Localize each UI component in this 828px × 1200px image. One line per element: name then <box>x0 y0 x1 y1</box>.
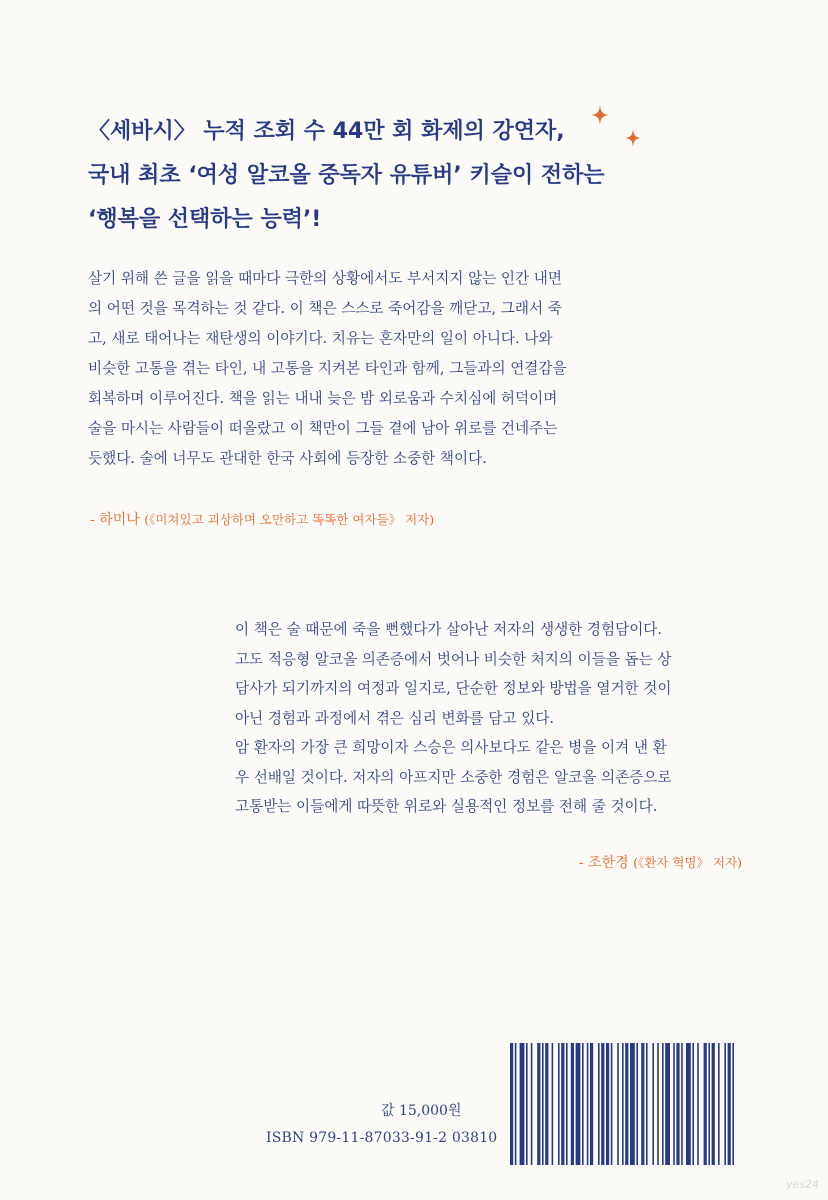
barcode-bar <box>561 1043 564 1165</box>
review-line: 이 책은 술 때문에 죽을 뻔했다가 살아난 저자의 생생한 경험담이다. <box>235 621 663 638</box>
review-line: 회복하며 이루어진다. 책을 읽는 내내 늦은 밤 외로움과 수치심에 허덕이며 <box>88 390 558 407</box>
barcode-bar <box>692 1043 694 1165</box>
barcode-bar <box>712 1043 715 1165</box>
barcode-bar <box>657 1043 659 1165</box>
barcode-bar <box>587 1043 589 1165</box>
review-line: 술을 마시는 사람들이 떠올랐고 이 책만이 그들 곁에 남아 위로를 건네주는 <box>88 420 558 437</box>
barcode-bar <box>724 1043 726 1165</box>
barcode-bar <box>537 1043 540 1165</box>
barcode-bar <box>611 1043 613 1165</box>
barcode-bar <box>652 1043 654 1165</box>
barcode-bar <box>598 1043 600 1165</box>
barcode-bar <box>515 1043 517 1165</box>
barcode-bar <box>681 1043 683 1165</box>
headline-line-2: 국내 최초 ‘여성 알코올 중독자 유튜버’ 키슬이 전하는 <box>88 163 605 188</box>
barcode-bar <box>558 1043 560 1165</box>
barcode-bar <box>531 1043 533 1165</box>
price: 값 15,000원 <box>381 1103 462 1119</box>
review-attribution <box>579 852 742 872</box>
barcode-bar <box>590 1043 593 1165</box>
barcode-bar <box>673 1043 675 1165</box>
barcode-bar <box>697 1043 699 1165</box>
barcode-bar <box>622 1043 624 1165</box>
barcode-bar <box>571 1043 574 1165</box>
review-line: 고, 새로 태어나는 재탄생의 이야기다. 치유는 혼자만의 일이 아니다. 나와 <box>88 330 553 347</box>
barcode-bar <box>576 1043 581 1165</box>
barcode-bar <box>676 1043 679 1165</box>
review-line: 담사가 되기까지의 여정과 일지로, 단순한 정보와 방법을 열거한 것이 <box>235 680 672 697</box>
barcode-bar <box>566 1043 568 1165</box>
barcode-bar <box>704 1043 707 1165</box>
sparkle-icon <box>591 105 609 125</box>
barcode-bar <box>732 1043 734 1165</box>
barcode-icon <box>508 1043 740 1165</box>
attribution-source: (《미쳐있고 괴상하며 오만하고 똑똑한 여자들》 저자) <box>144 512 435 527</box>
barcode-bar <box>718 1043 720 1165</box>
barcode-bar <box>646 1043 648 1165</box>
review-line: 고통받는 이들에게 따뜻한 위로와 실용적인 정보를 전해 줄 것이다. <box>235 798 658 815</box>
review-line: 암 환자의 가장 큰 희망이자 스승은 의사보다도 같은 병을 이겨 낸 환 <box>235 739 667 756</box>
barcode-bar <box>520 1043 525 1165</box>
review-line: 의 어떤 것을 목격하는 것 같다. 이 책은 스스로 죽어감을 깨닫고, 그래서 죽 <box>88 300 562 317</box>
barcode-bar <box>542 1043 544 1165</box>
barcode-bar <box>665 1043 670 1165</box>
review-line: 듯했다. 술에 너무도 관대한 한국 사회에 등장한 소중한 책이다. <box>88 450 487 467</box>
barcode-bar <box>630 1043 635 1165</box>
headline-line-1: 〈세바시〉 누적 조회 수 44만 회 화제의 강연자, <box>88 119 565 144</box>
attribution-name: - 하미나 <box>90 512 140 528</box>
barcode-bar <box>552 1043 554 1165</box>
barcode-bar <box>526 1043 528 1165</box>
barcode-bar <box>641 1043 644 1165</box>
barcode-bar <box>728 1043 731 1165</box>
attribution-source: (《환자 혁명》 저자) <box>633 855 742 870</box>
barcode-bar <box>617 1043 619 1165</box>
review-attribution <box>90 509 434 529</box>
watermark: yes24 <box>786 1178 820 1191</box>
sparkle-icon <box>625 129 641 147</box>
review-line: 우 선배일 것이다. 저자의 아프지만 소중한 경험은 알코올 의존증으로 <box>235 768 672 786</box>
review-line: 비슷한 고통을 겪는 타인, 내 고통을 지켜본 타인과 함께, 그들과의 연결감을 <box>88 360 567 377</box>
review-johangyeong <box>235 615 755 822</box>
headline-line-3: ‘행복을 선택하는 능력’! <box>88 207 322 232</box>
headline <box>88 110 708 242</box>
review-line: 아닌 경험과 과정에서 겪은 심리 변화를 담고 있다. <box>235 709 555 727</box>
barcode-bar <box>582 1043 584 1165</box>
barcode-bar <box>545 1043 548 1165</box>
barcode-bar <box>636 1043 638 1165</box>
barcode-bar <box>708 1043 710 1165</box>
review-line: 고도 적응형 알코올 의존증에서 벗어나 비슷한 처지의 이들을 돕는 상 <box>235 650 672 668</box>
review-hamina <box>88 264 648 474</box>
review-line: 살기 위해 쓴 글을 읽을 때마다 극한의 상황에서도 부서지지 않는 인간 내면 <box>88 270 562 287</box>
barcode-bar <box>601 1043 604 1165</box>
barcode-bar <box>625 1043 628 1165</box>
attribution-name: - 조한경 <box>578 855 629 871</box>
barcode-bar <box>606 1043 609 1165</box>
barcode-bar <box>686 1043 691 1165</box>
isbn: ISBN 979-11-87033-91-2 03810 <box>266 1130 498 1146</box>
barcode-bar <box>510 1043 513 1165</box>
barcode-bar <box>662 1043 664 1165</box>
